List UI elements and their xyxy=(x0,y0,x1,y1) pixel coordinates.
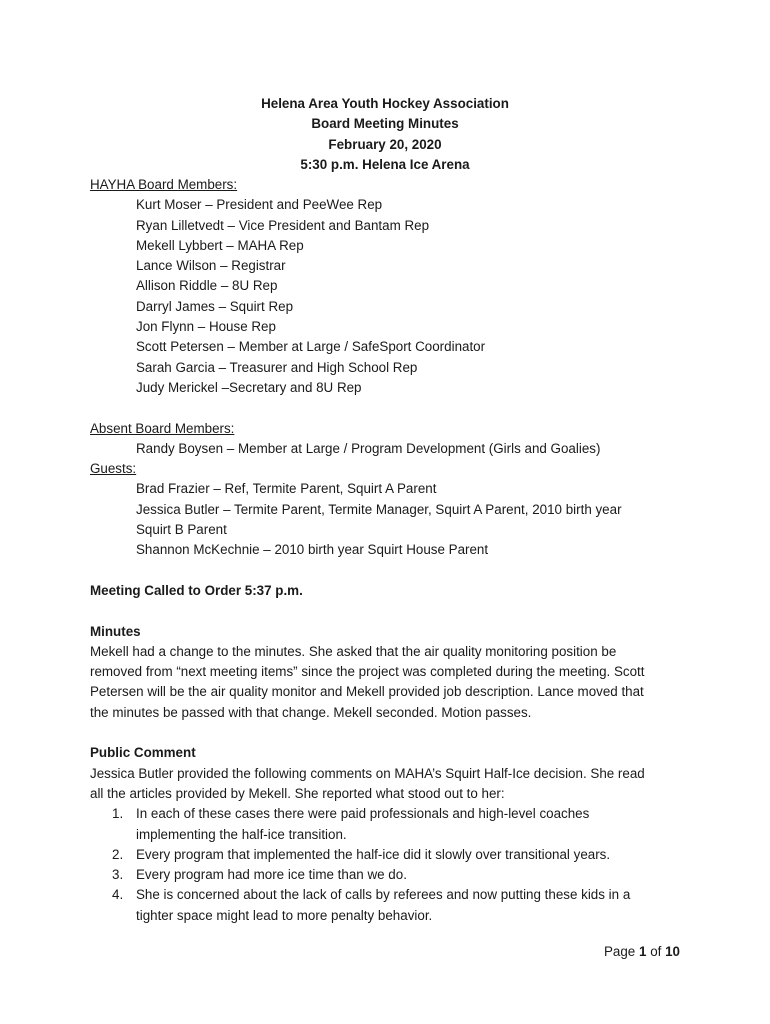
list-item: Jon Flynn – House Rep xyxy=(136,319,276,335)
paragraph-line: the minutes be passed with that change. Mekell seconded. Motion passes. xyxy=(90,704,532,720)
item-number: 3. xyxy=(112,867,124,883)
public-comment-intro xyxy=(90,764,690,805)
document-type: Board Meeting Minutes xyxy=(311,116,459,132)
item-number: 4. xyxy=(112,887,124,903)
paragraph-line: removed from “next meeting items” since the project was completed during the meeting. Scott xyxy=(90,664,645,680)
list-item: Randy Boysen – Member at Large / Program Development (Girls and Goalies) xyxy=(136,440,601,456)
document-body xyxy=(90,175,690,926)
item-number: 2. xyxy=(112,846,124,862)
document-header xyxy=(0,94,770,175)
item-line: Every program that implemented the half-ice did it slowly over transitional years. xyxy=(136,846,611,862)
minutes-heading: Minutes xyxy=(90,623,141,639)
list-item: Jessica Butler – Termite Parent, Termite Manager, Squirt A Parent, 2010 birth year xyxy=(136,501,622,517)
list-item: Sarah Garcia – Treasurer and High School Rep xyxy=(136,359,418,375)
list-item: Scott Petersen – Member at Large / SafeSport Coordinator xyxy=(136,339,486,355)
item-line: In each of these cases there were paid professionals and high-level coaches xyxy=(136,806,590,822)
item-number: 1. xyxy=(112,806,124,822)
item-line: She is concerned about the lack of calls by referees and now putting these kids in a xyxy=(136,887,631,903)
list-item: Mekell Lybbert – MAHA Rep xyxy=(136,237,304,253)
list-item: Judy Merickel –Secretary and 8U Rep xyxy=(136,379,362,395)
board-members-heading: HAYHA Board Members: xyxy=(90,177,238,192)
organization-title: Helena Area Youth Hockey Association xyxy=(261,96,509,111)
page-footer xyxy=(604,942,680,962)
list-item: Kurt Moser – President and PeeWee Rep xyxy=(136,197,383,213)
page-number: 1 xyxy=(639,944,647,959)
paragraph-line: Mekell had a change to the minutes. She asked that the air quality monitoring position be xyxy=(90,643,617,659)
page-word: Page xyxy=(603,944,636,959)
paragraph-line: Jessica Butler provided the following comments on MAHA’s Squirt Half-Ice decision. She read xyxy=(90,765,645,781)
item-line: implementing the half-ice transition. xyxy=(136,826,347,842)
public-comment-heading: Public Comment xyxy=(90,745,196,761)
item-line: tighter space might lead to more penalty behavior. xyxy=(136,907,433,923)
numbered-item xyxy=(90,885,690,926)
board-members-list xyxy=(90,195,690,398)
list-item: Brad Frazier – Ref, Termite Parent, Squirt A Parent xyxy=(136,481,437,497)
list-item: Darryl James – Squirt Rep xyxy=(136,298,294,314)
list-item: Shannon McKechnie – 2010 birth year Squirt House Parent xyxy=(136,542,489,558)
paragraph-line: Petersen will be the air quality monitor and Mekell provided job description. Lance moved that xyxy=(90,684,644,700)
list-item: Ryan Lilletvedt – Vice President and Bantam Rep xyxy=(136,217,430,233)
list-item: Lance Wilson – Registrar xyxy=(136,258,286,274)
guests-heading: Guests: xyxy=(90,461,137,477)
numbered-item xyxy=(90,804,690,845)
numbered-item xyxy=(90,845,690,865)
paragraph-line: all the articles provided by Mekell. She reported what stood out to her: xyxy=(90,785,505,801)
item-line: Every program had more ice time than we do. xyxy=(136,867,407,883)
spacer xyxy=(90,398,690,418)
minutes-paragraph xyxy=(90,642,690,723)
spacer xyxy=(90,561,690,581)
meeting-date: February 20, 2020 xyxy=(328,136,442,152)
numbered-item xyxy=(90,865,690,885)
page-total: 10 xyxy=(665,944,680,959)
spacer xyxy=(90,723,690,743)
list-item: Squirt B Parent xyxy=(136,522,227,538)
guests-list xyxy=(90,479,690,560)
meeting-time-place: 5:30 p.m. Helena Ice Arena xyxy=(300,156,470,172)
list-item: Allison Riddle – 8U Rep xyxy=(136,278,278,294)
of-word: of xyxy=(650,944,662,959)
called-to-order: Meeting Called to Order 5:37 p.m. xyxy=(90,582,303,598)
absent-members-heading: Absent Board Members: xyxy=(90,420,235,436)
spacer xyxy=(90,601,690,621)
public-comment-list xyxy=(90,804,690,926)
